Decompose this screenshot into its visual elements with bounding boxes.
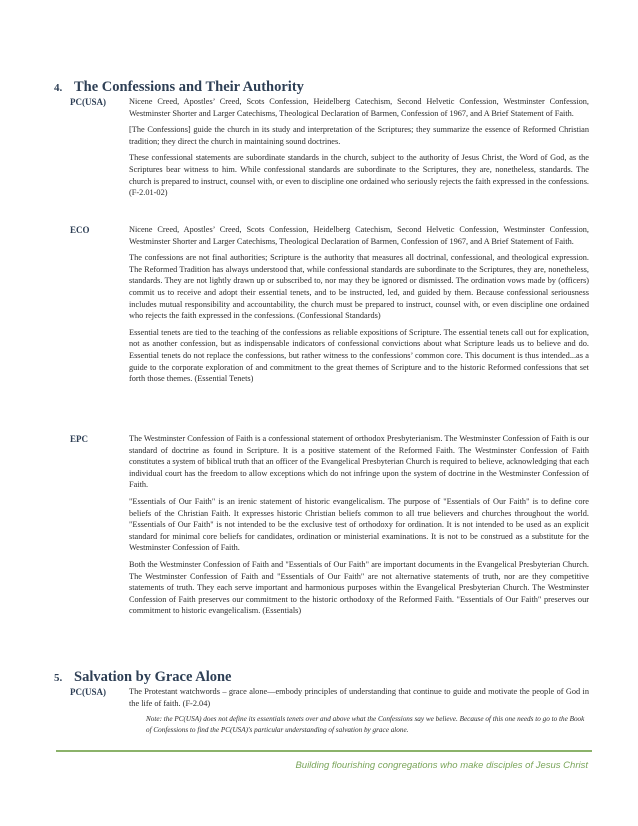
section-4-heading xyxy=(54,79,304,96)
paragraph: Nicene Creed, Apostles’ Creed, Scots Confession, Heidelberg Catechism, Second Helvetic Confession, Westminster Confession, Westminster Shorter and Larger Catechisms, Theological Declaration of Barmen, Confession of 1967, and A Brief Statement of Faith. xyxy=(129,225,589,246)
paragraph: [The Confessions] guide the church in its study and interpretation of the Scriptures; they summarize the essence of Reformed Christian tradition; they direct the church in maintaining sound doctrines. xyxy=(129,125,589,146)
paragraph: The Westminster Confession of Faith is a confessional statement of orthodox Presbyterianism. The Westminster Confession of Faith is our standard of doctrine as found in Scripture. It is a positive statement of the Reformed Faith. The Westminster Confession of Faith constitutes a system of biblical truth that an officer of the Evangelical Presbyterian Church is required to believe, acknowledging that each individual court has the freedom to allow exceptions which do not infringe upon the system of doctrine in the Westminster Confession of Faith. xyxy=(129,434,589,490)
entry-body xyxy=(129,224,589,385)
denomination-label: PC(USA) xyxy=(70,97,106,107)
paragraph: The Protestant watchwords – grace alone—embody principles of understanding that continue to guide and motivate the people of God in the life of faith. (F-2.04) xyxy=(129,687,589,708)
entry-body xyxy=(129,96,589,199)
paragraph: Both the Westminster Confession of Faith and "Essentials of Our Faith" are important documents in the Evangelical Presbyterian Church. The Westminster Confession of Faith and "Essentials of Our Faith" are not alternative statements of truth, nor are they competitive statements of truth. They each serve important and harmonious purposes within the Evangelical Presbyterian Church. The Westminster Confession of Faith preserves our commitment to the historic orthodoxy of the Reformed Faith. "Essentials of Our Faith" preserves our commitment to historic evangelicalism. (Essentials) xyxy=(129,559,589,616)
note-text: Note: the PC(USA) does not define its essentials tenets over and above what the Confessions say we believe. Because of this one needs to go to the Book of Confessions to find the PC(USA)'s particular understanding of salvation by grace alone. xyxy=(146,715,585,734)
section-title: Salvation by Grace Alone xyxy=(74,669,232,685)
footer-divider xyxy=(56,750,592,752)
entry-body xyxy=(129,686,589,709)
section-5-heading xyxy=(54,669,232,686)
denomination-label: EPC xyxy=(70,434,88,444)
paragraph: Essential tenets are tied to the teaching of the confessions as reliable expositions of Scripture. The essential tenets call out for explication, not as another confession, but as indispensable indicators of confessional convictions about what Scripture leads us to believe and do. Essential tenets do not replace the confessions, but rather witness to the confessions’ common core. This document is thus intended...as a guide to the corporate exploration of and commitment to the great themes of Scripture and to the historic Reformed confessions that set forth those themes. (Essential Tenets) xyxy=(129,327,589,384)
denomination-label: PC(USA) xyxy=(70,687,106,697)
paragraph: "Essentials of Our Faith" is an irenic statement of historic evangelicalism. The purpose of "Essentials of Our Faith" is to define core beliefs of the Christian Faith. It expresses historic Christian beliefs common to all true believers and churches throughout the world. "Essentials of Our Faith" is not intended to be the exclusive test of orthodoxy for ordination. It is not intended to be used as an explicit standard for minimal core beliefs for candidates, ordination or ministerial examinations. It is not to be construed as a substitute for the Westminster Confession of Faith. xyxy=(129,496,589,553)
paragraph: Nicene Creed, Apostles’ Creed, Scots Confession, Heidelberg Catechism, Second Helvetic Confession, Westminster Confession, Westminster Shorter and Larger Catechisms, Theological Declaration of Barmen, Confession of 1967, and A Brief Statement of Faith. xyxy=(129,97,589,118)
paragraph: These confessional statements are subordinate standards in the church, subject to the authority of Jesus Christ, the Word of God, as the Scriptures bear witness to him. While confessional standards are subordinate to the Scriptures, they are, nonetheless, standards. The church is prepared to instruct, counsel with, or even to discipline one ordained who seriously rejects the faith expressed in the confessions. (F-2.01-02) xyxy=(129,153,589,198)
entry-body xyxy=(129,433,589,617)
section-number: 5. xyxy=(54,672,63,684)
footer-tagline: Building flourishing congregations who make disciples of Jesus Christ xyxy=(295,760,588,771)
denomination-label: ECO xyxy=(70,225,90,235)
section-number: 4. xyxy=(54,82,63,94)
paragraph: The confessions are not final authorities; Scripture is the authority that measures all doctrinal, confessional, and theological expression. The Reformed Tradition has always understood that, while confessional standards are subordinate to the Scriptures, they are, nonetheless, standards. They are not lightly drawn up or subscribed to, nor may they be ignored or dismissed. The ordination vows made by (officers) commit us to receive and adopt their essential tenets, and to be instructed, led, and guided by them. Because confessional seriousness includes mutual responsibility and accountability, the church must be prepared to instruct, counsel with, or even discipline one ordained who rejects the faith expressed in the confessions. (Confessional Standards) xyxy=(129,253,589,321)
section-title: The Confessions and Their Authority xyxy=(74,79,304,95)
